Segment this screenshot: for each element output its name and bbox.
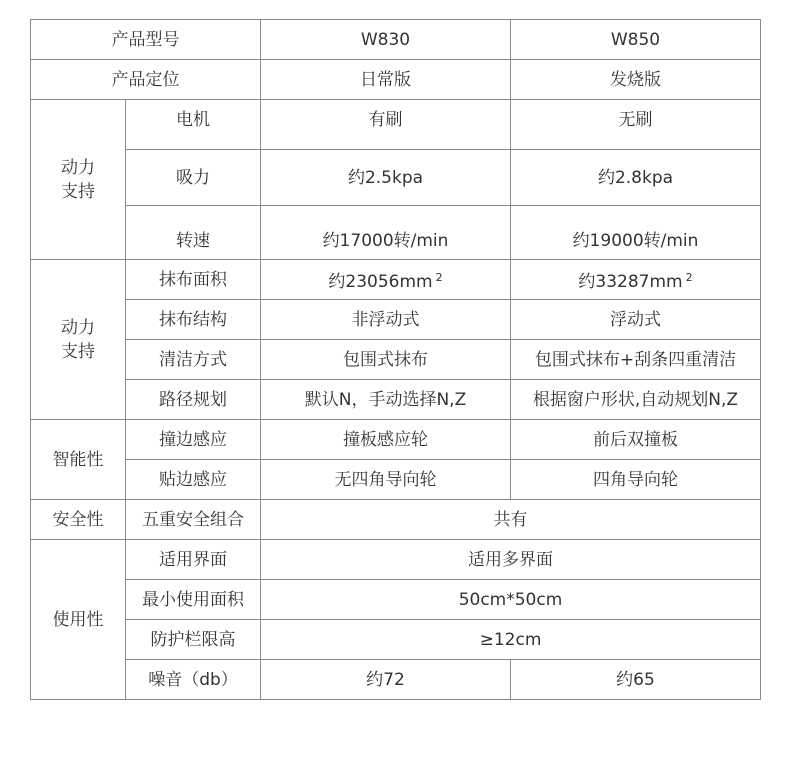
motor-label: 电机 [126,100,261,150]
row-mop-area [31,260,761,300]
row-mop-structure [31,300,761,340]
mop-area-w850-unit-sup: 2 [685,270,693,284]
mop-structure-label: 抹布结构 [126,300,261,340]
min-area-label: 最小使用面积 [126,580,261,620]
speed-label: 转速 [126,206,261,260]
row-motor [31,100,761,150]
positioning-label: 产品定位 [31,60,261,100]
group-cleaning-support-text: 动力支持 [61,317,95,362]
group-safety: 安全性 [31,500,126,540]
bump-sensing-w830: 撞板感应轮 [261,420,511,460]
motor-w850: 无刷 [511,100,761,150]
clean-method-w850: 包围式抹布+刮条四重清洁 [511,340,761,380]
group-power-support-text: 动力支持 [61,157,95,202]
interface-label: 适用界面 [126,540,261,580]
mop-structure-w850: 浮动式 [511,300,761,340]
row-suction [31,150,761,206]
path-planning-label: 路径规划 [126,380,261,420]
row-safety [31,500,761,540]
bump-sensing-w850: 前后双撞板 [511,420,761,460]
group-usability: 使用性 [31,540,126,700]
speed-w850: 约19000转/min [511,206,761,260]
row-path-planning [31,380,761,420]
clean-method-w830: 包围式抹布 [261,340,511,380]
group-cleaning-support [31,260,126,420]
clean-method-label: 清洁方式 [126,340,261,380]
noise-w830: 约72 [261,660,511,700]
speed-w830: 约17000转/min [261,206,511,260]
safety-label: 五重安全组合 [126,500,261,540]
suction-label: 吸力 [126,150,261,206]
mop-area-label: 抹布面积 [126,260,261,300]
row-min-area [31,580,761,620]
mop-area-w830 [261,260,511,300]
row-bump-sensing [31,420,761,460]
row-model [31,20,761,60]
row-clean-method [31,340,761,380]
path-planning-w850: 根据窗户形状,自动规划N,Z [511,380,761,420]
mop-structure-w830: 非浮动式 [261,300,511,340]
mop-area-w850 [511,260,761,300]
min-area-value: 50cm*50cm [261,580,761,620]
row-edge-sensing [31,460,761,500]
row-positioning [31,60,761,100]
edge-sensing-w830: 无四角导向轮 [261,460,511,500]
noise-label: 噪音（db） [126,660,261,700]
suction-w830: 约2.5kpa [261,150,511,206]
spec-comparison-table [30,19,761,700]
model-label: 产品型号 [31,20,261,60]
interface-value: 适用多界面 [261,540,761,580]
guard-height-label: 防护栏限高 [126,620,261,660]
mop-area-w830-unit-sup: 2 [435,270,443,284]
noise-w850: 约65 [511,660,761,700]
edge-sensing-w850: 四角导向轮 [511,460,761,500]
group-power-support [31,100,126,260]
bump-sensing-label: 撞边感应 [126,420,261,460]
motor-w830: 有刷 [261,100,511,150]
mop-area-w830-value: 约23056mm [328,271,433,292]
path-planning-w830: 默认N，手动选择N,Z [261,380,511,420]
suction-w850: 约2.8kpa [511,150,761,206]
model-w850: W850 [511,20,761,60]
guard-height-value: ≥12cm [261,620,761,660]
row-interface [31,540,761,580]
positioning-w830: 日常版 [261,60,511,100]
safety-value: 共有 [261,500,761,540]
group-intelligence: 智能性 [31,420,126,500]
model-w830: W830 [261,20,511,60]
edge-sensing-label: 贴边感应 [126,460,261,500]
mop-area-w850-value: 约33287mm [578,271,683,292]
row-speed [31,206,761,260]
row-guard-height [31,620,761,660]
row-noise [31,660,761,700]
positioning-w850: 发烧版 [511,60,761,100]
